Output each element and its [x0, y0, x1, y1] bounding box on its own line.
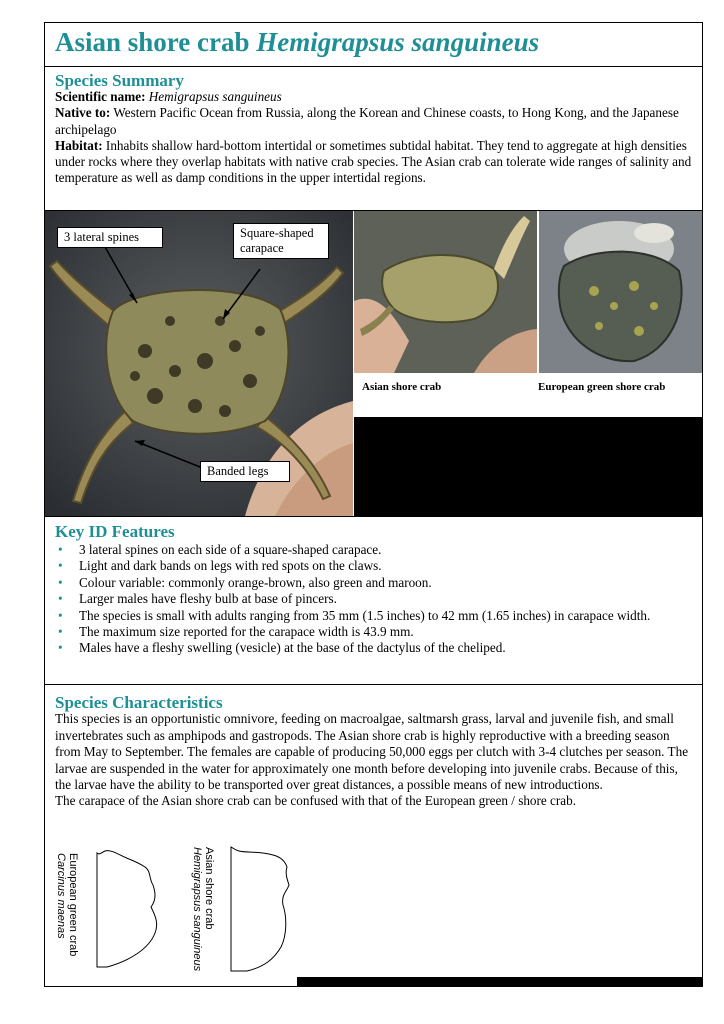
european-crab-caption: European green shore crab — [538, 381, 666, 393]
list-item: • 3 lateral spines on each side of a square-shaped carapace. — [58, 542, 382, 557]
bullet-icon: • — [58, 640, 63, 656]
bullet-icon: • — [58, 607, 63, 623]
list-item: • Larger males have fleshy bulb at base of pincers. — [58, 591, 337, 607]
asian-crab-label: Asian shore crab Hemigrapsus sanguineus — [191, 847, 215, 972]
bottom-bar — [297, 977, 702, 987]
list-item: • Light and dark bands on legs with red spots on the claws. — [58, 558, 382, 574]
key-id-features — [45, 517, 702, 685]
bullet-icon: • — [58, 574, 63, 590]
european-carapace-outline — [97, 851, 157, 967]
species-characteristics — [55, 695, 695, 810]
fact-sheet — [44, 22, 703, 987]
black-fill-box — [354, 417, 702, 516]
title-scientific-name: Hemigrapsus sanguineus — [256, 27, 540, 57]
bullet-icon: • — [58, 591, 63, 607]
key-id-list — [55, 542, 695, 657]
confusion-paragraph: The carapace of the Asian shore crab can be confused with that of the European green / shore crab. — [55, 793, 577, 809]
bullet-icon: • — [58, 542, 63, 557]
photo-panel — [45, 210, 702, 517]
asian-shore-crab-photo — [354, 211, 537, 373]
european-green-crab-photo — [539, 211, 702, 373]
list-item: • The species is small with adults ranging from 35 mm (1.5 inches) to 42 mm (1.65 inches) in carapace width. — [58, 607, 651, 623]
asian-shore-crab-main-photo — [45, 211, 353, 516]
characteristics-paragraph: This species is an opportunistic omnivore, feeding on macroalgae, saltmarsh grass, larval and juvenile fish, and small invertebrates such as amphipods and gastropods. The Asian shore crab is highly reproductive with a breeding season from May to September. The females are capable of producing 50,000 eggs per clutch with 3-4 clutches per season. The larvae are suspended in the water for approximately one month before developing into juvenile crabs. Because of this, the larvae have the ability to be transported over great distances, a possible means of new introductions. — [55, 711, 689, 793]
list-item: • The maximum size reported for the carapace width is 43.9 mm. — [58, 624, 414, 640]
list-item: • Colour variable: commonly orange-brown, also green and maroon. — [58, 574, 432, 590]
european-crab-label: European green crab Carcinus maenas — [55, 853, 79, 957]
legs-callout: Banded legs — [200, 461, 290, 482]
title-row — [45, 23, 702, 67]
habitat-line: Habitat: Inhabits shallow hard-bottom intertidal or sometimes subtidal habitat. They tend to aggregate at high densities under rocks where they overlap habitats with native crab species. The Asian crab can tolerate wide ranges of salinity and temperature as well as damp conditions in the upper intertidal regions. — [55, 137, 692, 186]
spines-callout: 3 lateral spines — [57, 227, 163, 248]
species-summary — [55, 73, 695, 186]
asian-crab-caption: Asian shore crab — [362, 381, 442, 393]
european-crab-photo-illustration — [539, 211, 702, 373]
carapace-comparison-drawings — [55, 841, 359, 981]
photo-caption-area — [354, 373, 702, 417]
species-summary-heading: Species Summary — [55, 71, 184, 90]
native-to-line: Native to: Western Pacific Ocean from Russia, along the Korean and Chinese coasts, to Hong Kong, and the Japanese archipelago — [55, 105, 679, 137]
asian-carapace-outline — [231, 847, 289, 971]
bullet-icon: • — [58, 558, 63, 574]
scientific-name-line: Scientific name: Hemigrapsus sanguineus — [55, 89, 282, 105]
asian-crab-photo-illustration — [354, 211, 537, 373]
characteristics-heading: Species Characteristics — [55, 693, 223, 712]
key-id-heading: Key ID Features — [55, 522, 175, 541]
bullet-icon: • — [58, 624, 63, 640]
page-title: Asian shore crab Hemigrapsus sanguineus — [55, 27, 540, 57]
carapace-callout: Square-shaped carapace — [233, 223, 329, 259]
list-item: • Males have a fleshy swelling (vesicle) at the base of the dactylus of the cheliped. — [58, 640, 506, 656]
